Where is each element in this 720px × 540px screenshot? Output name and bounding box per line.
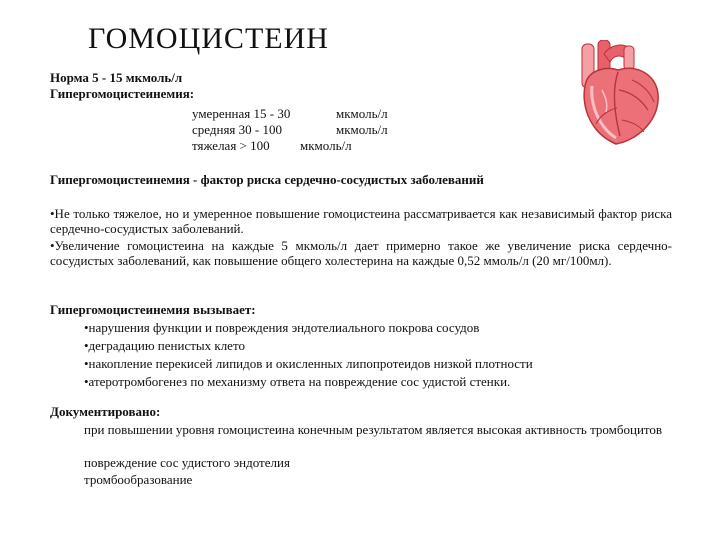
level-name: средняя 30 - 100 [192,122,282,137]
cause-item: •атеротромбогенез по механизму ответа на повреждение сос удистой стенки. [84,374,511,389]
doc-item: при повышении уровня гомоцистеина конечным результатом является высокая активность тромбоцитов [84,422,663,437]
cause-item: •деградацию пенистых клето [84,338,245,353]
level-unit: мкмоль/л [300,138,352,153]
level-unit: мкмоль/л [336,122,388,137]
heart-icon [572,40,664,148]
risk-heading: Гипергомоцистеинемия - фактор риска сердечно-сосудистых заболеваний [50,172,484,187]
risk-bullet: •Не только тяжелое, но и умеренное повышение гомоцистеина рассматривается как независимый фактор риска сердечно-сосудистых заболеваний. [50,206,672,236]
hyper-heading: Гипергомоцистеинемия: [50,86,195,101]
doc-heading: Документировано: [50,404,161,419]
level-unit: мкмоль/л [336,106,388,121]
page-title: ГОМОЦИСТЕИН [88,22,329,55]
risk-bullet: •Увеличение гомоцистеина на каждые 5 мкмоль/л дает примерно такое же увеличение риска сердечно-сосудистых заболеваний, как повышение общего холестерина на каждые 0,52 ммоль/л (20 мг/100мл). [50,238,672,268]
norm-text: Норма 5 - 15 мкмоль/л [50,70,183,85]
cause-item: •накопление перекисей липидов и окисленных липопротеидов низкой плотности [84,356,533,371]
doc-item: повреждение сос удистого эндотелия [84,455,290,470]
cause-item: •нарушения функции и повреждения эндотелиального покрова сосудов [84,320,480,335]
causes-heading: Гипергомоцистеинемия вызывает: [50,302,256,317]
doc-item: тромбообразование [84,472,193,487]
level-name: умеренная 15 - 30 [192,106,291,121]
level-name: тяжелая > 100 [192,138,270,153]
